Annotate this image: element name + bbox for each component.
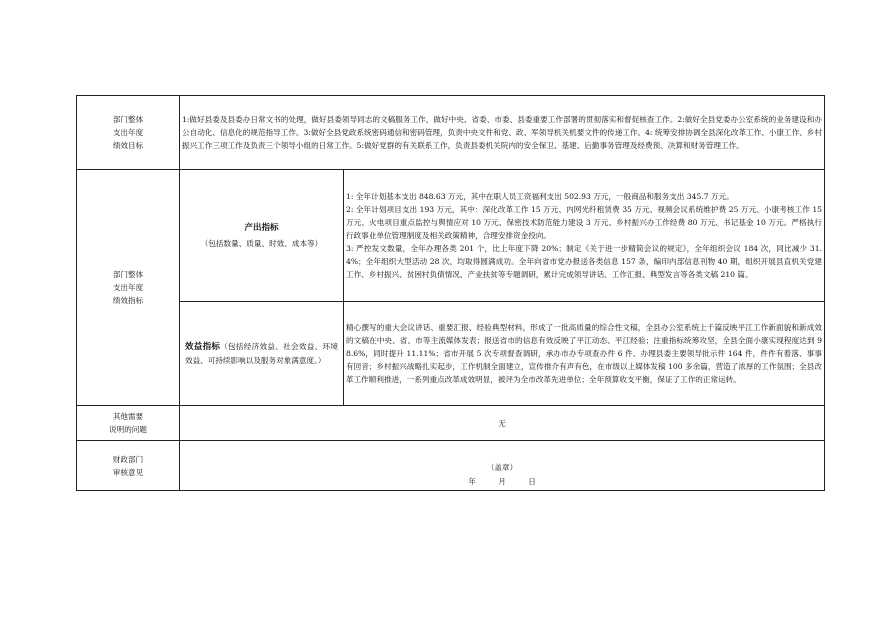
indicator-label xyxy=(77,170,180,406)
benefit-indicator-desc: （包括经济效益、社会效益、环境效益、可持续影响以及服务对象满意度。） xyxy=(185,341,338,365)
performance-form-table xyxy=(76,95,825,491)
goal-row xyxy=(77,96,825,170)
benefit-indicator-title: 效益指标 xyxy=(185,341,221,352)
goal-label xyxy=(77,96,180,170)
other-row xyxy=(77,406,825,441)
date-day: 日 xyxy=(528,476,536,486)
finance-row xyxy=(77,441,825,491)
goal-label-line1: 部门整体 xyxy=(112,115,144,124)
indicator-label-line2: 支出年度 xyxy=(112,283,144,292)
goal-label-line3: 绩效目标 xyxy=(112,141,144,150)
date-line xyxy=(180,475,824,489)
seal-text: （盖章） xyxy=(486,462,518,472)
goal-text: 1:做好县委及县委办日常文书的处理，做好县委领导同志的文稿服务工作，做好中央、省委、市委、县委重要工作部署的贯彻落实和督促核查工作。2:做好全县党委办公室系统的业务建设和办公自动化、信息化的规范指导工作。3:做好全县党政系统密码通信和密码管理，负责中央文件和党、政、军领导机关机要文件的传递工作。4: 统筹安排协调全县深化改革工作、小康工作、乡村振兴工作三项工作及负责三个领导小组的日常工作。5:做好党群的有关联系工作，负责县委机关院内的安全保卫、基建、后勤事务管理及经费预、决算和财务管理工作。 xyxy=(180,96,825,170)
finance-label-line2: 审核意见 xyxy=(112,467,144,477)
output-indicator-desc: （包括数量、质量、时效、成本等） xyxy=(200,238,323,248)
other-label-line2: 说明的问题 xyxy=(109,425,147,434)
indicator-label-line3: 绩效指标 xyxy=(112,296,144,305)
benefit-indicator-label xyxy=(180,302,344,406)
output-item-3: 3: 严控发文数量，全年办理各类 201 个，比上年度下降 20%；制定《关于进一步精简会议的规定》，全年组织会议 184 次，同比减少 31.4%；全年组织大型活动 28 次，均取得圆满成功。全年向省市党办报送各类信息 157 条，编印内部信息刊物 40 期，组织开展县直机关党建工作、乡村振兴、贫困村负债情况、产业扶贫等专题调研，累计完成领导讲话、工作汇报、典型发言等各类文稿 210 篇。 xyxy=(346,244,822,279)
output-indicator-text xyxy=(344,170,825,302)
goal-label-line2: 支出年度 xyxy=(112,128,144,137)
benefit-indicator-text: 精心撰写的重大会议讲话、重要汇报、经验典型材料，形成了一批高质量的综合性文稿，全县办公室系统上千篇反映平江工作新面貌和新成效的文稿在中央、省、市等主流媒体发表；报送省市的信息有效反映了平江动态、平江经验；注重指标统筹攻坚，全县全面小康实现程度达到 98.6%，同时提升 11.11%；省市开展 5 次专项督查调研，承办市办专项查办件 6 件、办理县委主要领导批示件 164 件，件件有着落、事事有回音；乡村振兴战略扎实起步，工作机制全面建立，宣传推介有声有色，在市级以上媒体发稿 100 多余篇，营造了浓厚的工作氛围；全县改革工作顺利推进，一系列重点改革成效明显，被评为全市改革先进单位；全年预算收支平衡，保证了工作的正常运转。 xyxy=(344,302,825,406)
output-item-2: 2: 全年计划项目支出 193 万元，其中：深化改革工作 15 万元、内网光纤租赁费 35 万元、视频会议系统维护费 25 万元、小康考核工作 15 万元、火电项目重点监控与舆情应对 10 万元、保密技术防范能力建设 3 万元、乡村振兴办工作经费 80 万元、书记基金 10 万元。严格执行行政事业单位管理制度及相关政策精神，合理安排资金投向。 xyxy=(346,205,822,240)
output-row xyxy=(77,170,825,302)
other-label-line1: 其他需要 xyxy=(112,412,144,421)
output-item-1: 1: 全年计划基本支出 848.63 万元，其中在职人员工资福利支出 502.93 万元，一般商品和服务支出 345.7 万元。 xyxy=(346,192,734,201)
date-year: 年 xyxy=(468,476,476,486)
indicator-label-line1: 部门整体 xyxy=(112,270,144,279)
finance-label-line1: 财政部门 xyxy=(112,454,144,464)
finance-label xyxy=(77,441,180,491)
date-month: 月 xyxy=(498,476,506,486)
output-indicator-label xyxy=(180,170,344,302)
other-text: 无 xyxy=(180,406,825,441)
finance-opinion xyxy=(180,441,825,491)
output-indicator-title: 产出指标 xyxy=(244,222,279,233)
benefit-row xyxy=(77,302,825,406)
other-label xyxy=(77,406,180,441)
